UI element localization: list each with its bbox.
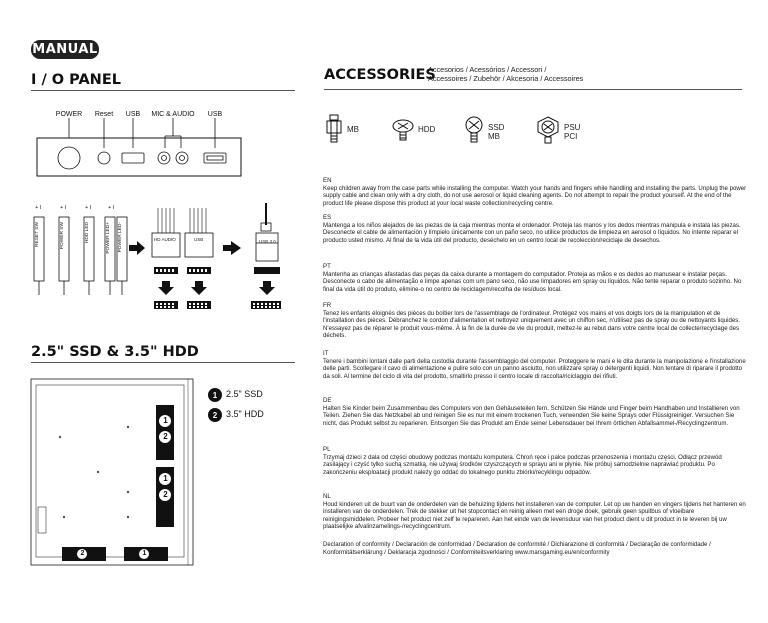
bay-marker-5: 2 [80,550,85,557]
polarity-mark-1: + I [35,205,42,211]
header-label-hd-audio: HD AUDIO [154,237,176,242]
storage-title: 2.5" SSD & 3.5" HDD [31,344,199,360]
accessory-label-mb: MB [347,125,359,134]
warning-pl [323,446,748,476]
io-panel-divider [31,90,295,91]
connector-label-power-led-minus: POWER LED- [118,222,123,253]
polarity-mark-3: + I [85,205,92,211]
io-panel-diagram [35,118,245,180]
lang-code-es: ES [323,214,332,221]
connector-label-hdd-led: HDD LED [85,222,90,244]
warning-text-en: Keep children away from the case parts while installing the computer. Watch your hands and fingers while handling and installing the parts. Unplug the power supply cable and clean only with a dry cloth, do not use aerosol or liquid cleaning agents. Do not attempt to repair the product yourself. At the end of the product life please dispose this product at your local waste collection/recycling centre. [323,184,747,207]
warning-pt [323,263,748,293]
lang-code-it: IT [323,350,329,357]
header-label-usb3: USB 3.0 [259,239,276,244]
standoff-screw-icon [323,114,345,144]
psu-screw-icon [534,116,562,144]
ssd-screw-icon [462,116,486,144]
legend-number-hdd: 2 [208,408,222,422]
header-label-usb: USB [194,237,204,242]
warning-it [323,350,748,380]
bay-marker-4: 2 [163,490,168,499]
warning-text-fr: Tenez les enfants éloignés des pièces du boîtier lors de l'assemblage de l'ordinateur. Protégez vos mains et vos doigts lors de la manipulation et de l'installation des pièces. Débranchez le cordon d'alimentation et nettoyez uniquement avec un chiffon sec, n'utilisez pas de spray ou de nettoyants liquides. N'essayez pas de réparer le produit vous-même. À la fin de la durée de vie du produit, mettez-le au rebut dans votre centre local de collecte/recyclage des déchets. [323,309,740,340]
warning-text-pt: Mantenha as crianças afastadas das peças da caixa durante a montagem do computador. Proteja as mãos e os dedos ao manusear e instalar peças. Desconecte o cabo de alimentação e limpe apenas com um pano seco, não use limpadores em spray ou líquidos. Não tente reparar o produto sozinho. No final da vida útil do produto, elimine-o no centro de reciclagem/recolha de resíduos local. [323,270,742,293]
lang-code-fr: FR [323,302,332,309]
flat-screw-icon [390,117,416,143]
front-panel-connectors-diagram [30,203,310,323]
legend-label-hdd: 3.5" HDD [226,409,264,419]
accessories-subtitle-2: Accessoires / Zubehör / Akcesoria / Accessoires [428,74,584,83]
port-label-power: POWER [55,111,83,118]
warning-text-nl: Houd kinderen uit de buurt van de onderdelen van de behuizing tijdens het installeren van de computer. Let op uw handen en vingers tijdens het hanteren en installeren van de onderdelen. Trek de stekker uit het stopcontact en reinig alleen met een droge doek, gebruik geen spuitbus of vloeibare reinigingsmiddelen. Probeer het product niet zelf te repareren. Aan het einde van de levensduur van het product dient u dit product in te leveren bij uw plaatselijke afvalinzamelings-/recyclingcentrum. [323,500,746,531]
accessories-title: ACCESSORIES [324,67,436,83]
polarity-mark-2: + I [60,205,67,211]
warning-de [323,397,748,427]
bay-marker-3: 1 [163,474,168,483]
port-label-usb-left: USB [125,111,141,118]
warning-text-de: Halten Sie Kinder beim Zusammenbau des Computers von den Gehäuseteilen fern. Schützen Sie Hände und Finger beim Handhaben und Installieren von Teilen. Ziehen Sie das Netzkabel ab und reinigen Sie es nur mit einem trockenen Tuch, verwenden Sie keine Sprays oder Flüssigreiniger. Versuchen Sie nicht, das Produkt selbst zu reparieren. Entsorgen Sie das Produkt am Ende seiner Lebensdauer bei Ihrem örtlichen Abfallsammel-/Recyclingzentrum. [323,404,740,427]
storage-bay-diagram [28,377,198,571]
accessories-subtitle-1: Accesorios / Acessórios / Accessori / [428,65,547,74]
warning-fr [323,302,748,340]
io-panel-title: I / O PANEL [31,72,121,88]
warning-es [323,214,748,244]
warning-en [323,177,748,207]
port-label-mic-audio: MIC & AUDIO [151,111,195,118]
accessory-label-hdd: HDD [418,125,436,134]
accessory-label-psu-pci: PSU PCI [564,123,581,141]
accessory-label-ssd-mb: SSD MB [488,123,505,141]
conformity-declaration: Declaration of conformity / Declaración de conformidad / Déclaration de conformité / Dichiarazione di conformità / Declaração de conformidade / Konformitätserklärung / Deklaracja zgodności / Conformiteitsverklaring www.marsgaming.eu/en/conformity [323,541,711,556]
warning-text-es: Mantenga a los niños alejados de las piezas de la caja mientras monta el ordenador. Proteja las manos y los dedos mientras manipula e instala las piezas. Desconecte el cable de alimentación y límpielo únicamente con un paño seco, no utilice productos de limpieza en aerosol o líquidos. No intente reparar el producto usted mismo. Al final de la vida útil del producto, deséchelo en un centro local de recolección/reciclaje de desechos. [323,221,741,244]
manual-badge: MANUAL [32,42,98,57]
lang-code-pl: PL [323,446,331,453]
port-label-usb-right: USB [207,111,223,118]
connector-label-power-sw: POWER SW [60,222,65,250]
lang-code-nl: NL [323,493,331,500]
bay-marker-2: 2 [163,432,168,441]
warning-nl [323,493,748,531]
lang-code-de: DE [323,397,332,404]
connector-label-power-led-plus: POWER LED+ [106,222,111,254]
port-label-reset: Reset [94,111,114,118]
accessories-divider [324,89,742,90]
legend-number-ssd: 1 [208,388,222,402]
storage-divider [31,362,295,363]
connector-label-reset-sw: RESET SW [35,222,40,247]
legend-label-ssd: 2.5" SSD [226,389,263,399]
bay-marker-6: 1 [142,550,147,557]
bay-marker-1: 1 [163,416,168,425]
warning-text-pl: Trzymaj dzieci z dala od części obudowy podczas montażu komputera. Chroń ręce i palce podczas przenoszenia i montażu części. Odłącz przewód zasilający i czyść tylko suchą szmatką, nie używaj środków czyszczących w sprayu ani w płynie. Nie próbuj samodzielnie naprawiać produktu. Po zakończeniu eksploatacji produkt należy go oddać do lokalnego punktu zbiórki/recyklingu odpadów. [323,453,722,476]
polarity-mark-4: + I [108,205,115,211]
warning-text-it: Tenere i bambini lontani dalle parti della custodia durante l'assemblaggio del computer. Proteggere le mani e le dita durante la manipolazione e l'installazione delle parti. Scollegare il cavo di alimentazione e pulire solo con un panno asciutto, non utilizzare spray o detergenti liquidi. Non tentare di riparare il prodotto da soli. Al termine del ciclo di vita del prodotto, smaltirlo presso il centro locale di raccolta/riciclaggio dei rifiuti. [323,357,746,380]
lang-code-en: EN [323,177,332,184]
lang-code-pt: PT [323,263,331,270]
